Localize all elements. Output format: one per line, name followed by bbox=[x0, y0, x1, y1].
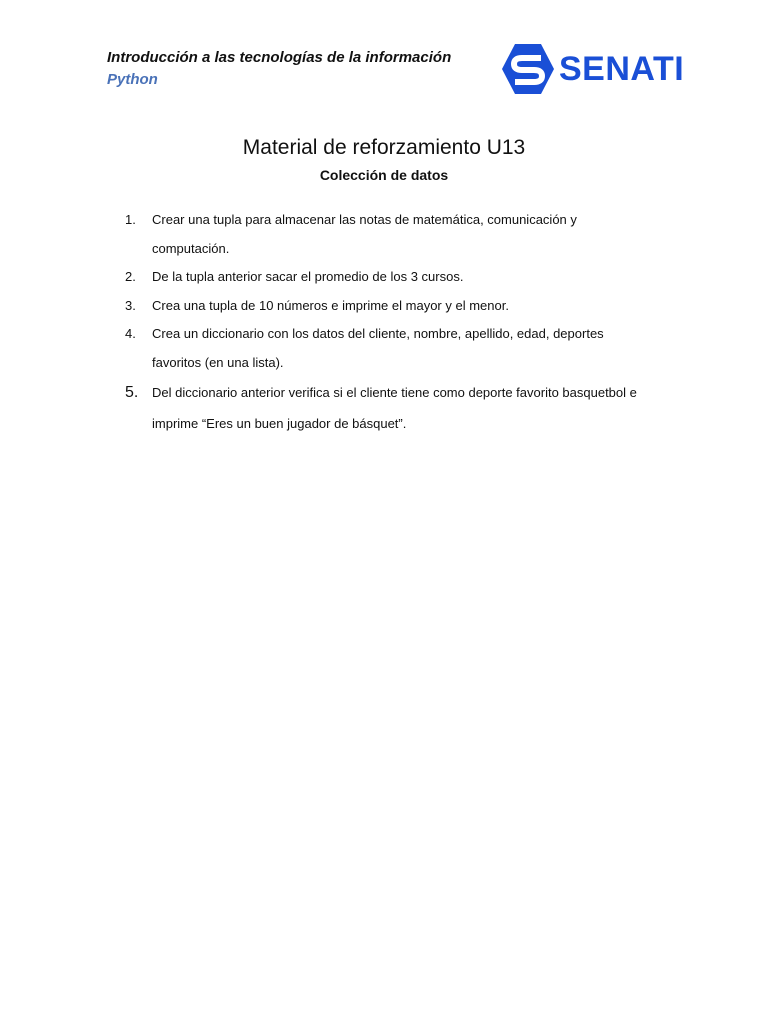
list-item-text: Crea una tupla de 10 números e imprime el mayor y el menor. bbox=[152, 297, 509, 313]
list-item-text: De la tupla anterior sacar el promedio de los 3 cursos. bbox=[152, 269, 464, 284]
list-item bbox=[125, 320, 645, 377]
list-item-number: 5. bbox=[125, 384, 139, 401]
list-item-number: 1. bbox=[125, 212, 136, 227]
list-item-number: 3. bbox=[125, 297, 136, 313]
page-title: Material de reforzamiento U13 bbox=[242, 136, 526, 159]
logo-text: SENATI bbox=[559, 50, 685, 88]
course-subtitle: Python bbox=[107, 71, 158, 88]
list-item-text: Crea un diccionario con los datos del cliente, nombre, apellido, edad, deportes favoritos (en una lista). bbox=[152, 326, 604, 370]
list-item bbox=[125, 263, 645, 292]
page-subtitle: Colección de datos bbox=[319, 167, 449, 183]
list-item-number: 2. bbox=[125, 269, 136, 284]
course-title: Introducción a las tecnologías de la información bbox=[107, 49, 452, 66]
task-list bbox=[125, 206, 645, 439]
list-item-number: 4. bbox=[125, 326, 136, 341]
list-item bbox=[125, 378, 645, 439]
list-item bbox=[125, 292, 645, 321]
document-header bbox=[107, 47, 451, 91]
list-item-text: Crear una tupla para almacenar las notas de matemática, comunicación y computación. bbox=[152, 212, 577, 256]
senati-logo bbox=[501, 43, 691, 95]
list-item-text: Del diccionario anterior verifica si el cliente tiene como deporte favorito basquetbol e imprime “Eres un buen jugador de básquet”. bbox=[152, 385, 637, 431]
senati-emblem-icon bbox=[501, 43, 555, 95]
list-item bbox=[125, 206, 645, 263]
